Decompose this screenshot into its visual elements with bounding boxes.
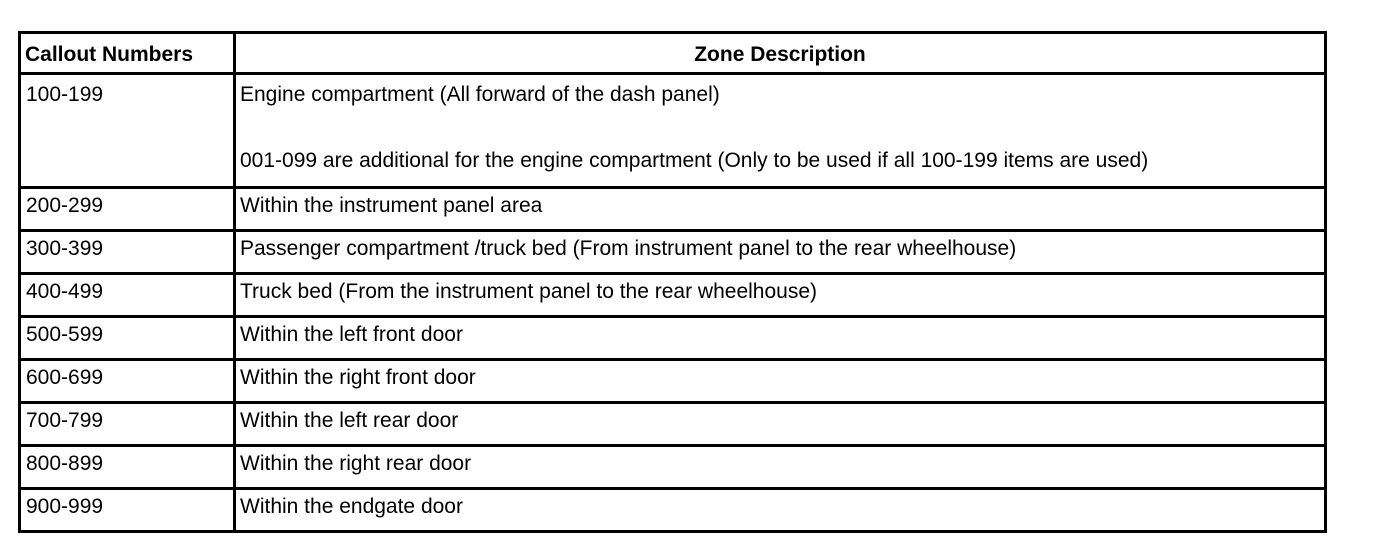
callout-cell: 500-599 [20,317,235,360]
table-header-row [20,33,1326,74]
callout-cell: 700-799 [20,403,235,446]
description-cell: Passenger compartment /truck bed (From instrument panel to the rear wheelhouse) [235,231,1326,274]
callout-cell: 400-499 [20,274,235,317]
callout-cell: 200-299 [20,188,235,231]
zone-callout-table [18,31,1327,533]
header-callout-numbers: Callout Numbers [20,33,235,74]
table-row [20,274,1326,317]
table-row [20,360,1326,403]
description-cell: Within the instrument panel area [235,188,1326,231]
table-row [20,489,1326,532]
description-cell [235,74,1326,188]
table-row [20,403,1326,446]
description-text: Engine compartment (All forward of the dash panel) [240,83,720,106]
callout-cell: 300-399 [20,231,235,274]
callout-cell: 900-999 [20,489,235,532]
description-cell: Within the left front door [235,317,1326,360]
table-row [20,446,1326,489]
description-cell: Within the right front door [235,360,1326,403]
callout-cell: 600-699 [20,360,235,403]
table-row [20,317,1326,360]
table-row [20,74,1326,188]
callout-cell: 800-899 [20,446,235,489]
description-cell: Truck bed (From the instrument panel to the rear wheelhouse) [235,274,1326,317]
callout-cell: 100-199 [20,74,235,188]
table-row [20,188,1326,231]
description-cell: Within the endgate door [235,489,1326,532]
header-zone-description: Zone Description [235,33,1326,74]
description-cell: Within the right rear door [235,446,1326,489]
description-cell: Within the left rear door [235,403,1326,446]
table-row [20,231,1326,274]
description-note: 001-099 are additional for the engine compartment (Only to be used if all 100-199 items are used) [240,149,1149,172]
